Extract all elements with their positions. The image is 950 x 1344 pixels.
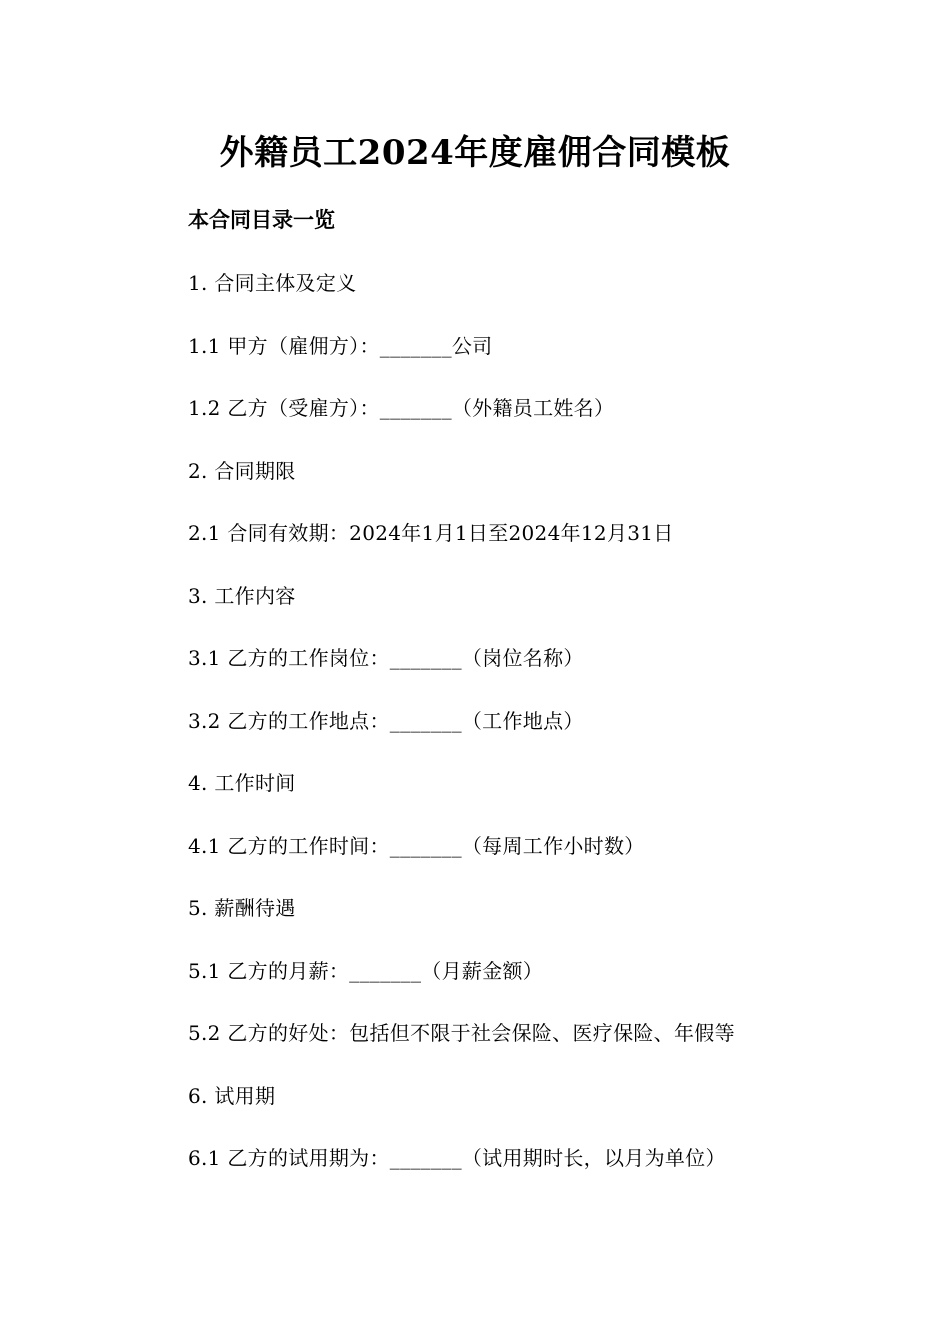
toc-item: 6. 试用期 [188, 1083, 276, 1108]
toc-item: 5.2 乙方的好处：包括但不限于社会保险、医疗保险、年假等 [188, 1021, 735, 1045]
toc-item: 3. 工作内容 [188, 583, 296, 608]
toc-item: 4.1 乙方的工作时间：_______（每周工作小时数） [188, 833, 645, 858]
toc-item: 5.1 乙方的月薪：_______（月薪金额） [188, 958, 544, 983]
document-title: 外籍员工2024年度雇佣合同模板 [219, 133, 731, 173]
toc-item: 2.1 合同有效期：2024年1月1日至2024年12月31日 [188, 521, 674, 545]
toc-item: 3.1 乙方的工作岗位：_______（岗位名称） [188, 646, 584, 670]
toc-item: 2. 合同期限 [188, 458, 296, 483]
toc-heading: 本合同目录一览 [188, 207, 335, 232]
toc-item: 1.1 甲方（雇佣方）：_______公司 [188, 333, 493, 358]
toc-item: 4. 工作时间 [188, 771, 296, 795]
toc-item: 1.2 乙方（受雇方）：_______（外籍员工姓名） [188, 396, 615, 420]
toc-item: 5. 薪酬待遇 [188, 896, 296, 920]
toc-item: 6.1 乙方的试用期为：_______（试用期时长，以月为单位） [188, 1146, 726, 1170]
toc-item: 3.2 乙方的工作地点：_______（工作地点） [188, 708, 584, 733]
toc-list [188, 267, 868, 1205]
toc-item: 1. 合同主体及定义 [188, 271, 357, 295]
